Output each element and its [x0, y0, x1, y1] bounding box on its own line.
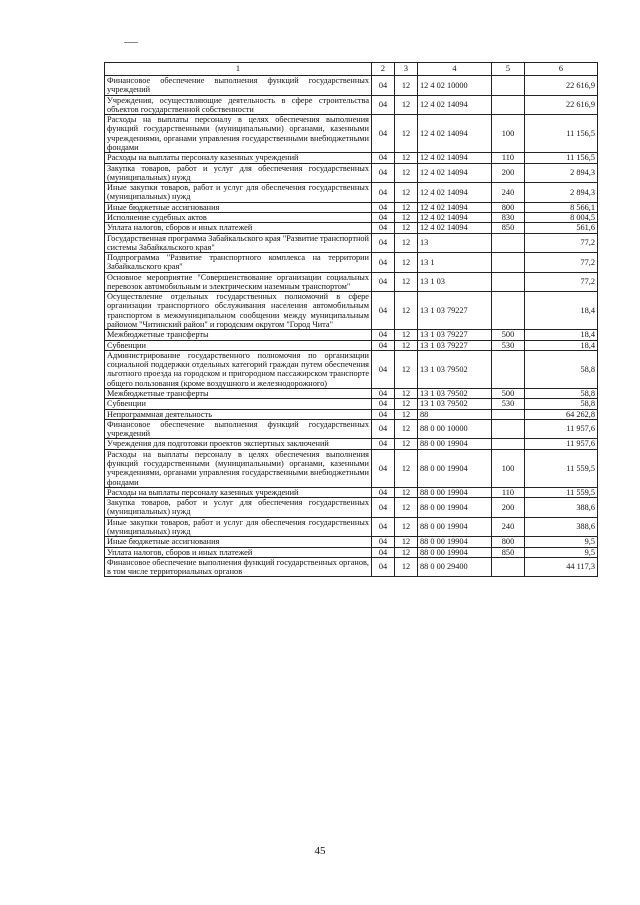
row-kind [492, 76, 525, 96]
row-kind: 110 [492, 487, 525, 497]
row-target: 13 1 03 79502 [418, 399, 492, 409]
row-name: Расходы на выплаты персоналу в целях обеспечения выполнения функций государственными (муниципальными) органами, казенными учреждениями, органами управления государственными внебюджетными фондами [105, 115, 372, 153]
table-row [105, 439, 598, 449]
row-name: Закупка товаров, работ и услуг для обеспечения государственных (муниципальных) нужд [105, 163, 372, 183]
col-header-subsection: 3 [395, 63, 418, 76]
row-name: Иные закупки товаров, работ и услуг для обеспечения государственных (муниципальных) нужд [105, 183, 372, 203]
row-target: 13 1 03 79502 [418, 350, 492, 388]
table-row [105, 153, 598, 163]
col-header-section: 2 [372, 63, 395, 76]
row-name: Расходы на выплаты персоналу в целях обеспечения выполнения функций государственными (муниципальными) органами, казенными учреждениями, органами управления государственными внебюджетными фондами [105, 449, 372, 487]
row-target: 13 1 03 79227 [418, 340, 492, 350]
table-row [105, 212, 598, 222]
row-subsection: 12 [395, 517, 418, 537]
row-target: 13 [418, 233, 492, 253]
row-target: 88 0 00 19904 [418, 487, 492, 497]
scan-mark [124, 42, 138, 43]
table-row [105, 253, 598, 273]
table-row [105, 163, 598, 183]
row-amount: 22 616,9 [525, 76, 598, 96]
row-name: Расходы на выплаты персоналу казенных учреждений [105, 487, 372, 497]
row-kind: 200 [492, 498, 525, 518]
row-section: 04 [372, 95, 395, 115]
table-row [105, 95, 598, 115]
row-subsection: 12 [395, 272, 418, 292]
row-target: 12 4 02 10000 [418, 76, 492, 96]
row-kind [492, 233, 525, 253]
row-amount: 11 156,5 [525, 153, 598, 163]
row-amount: 8 566,1 [525, 202, 598, 212]
row-kind: 800 [492, 202, 525, 212]
row-subsection: 12 [395, 439, 418, 449]
row-kind [492, 272, 525, 292]
row-name: Администрирование государственного полномочия по организации социальной поддержки отдельных категорий граждан путем обеспечения льготного проезда на городском и пригородном пассажирском транспорте общего пользования (кроме воздушного и железнодорожного) [105, 350, 372, 388]
row-amount: 11 559,5 [525, 487, 598, 497]
row-target: 88 0 00 10000 [418, 419, 492, 439]
row-section: 04 [372, 163, 395, 183]
row-name: Межбюджетные трансферты [105, 389, 372, 399]
table-row [105, 399, 598, 409]
table-row [105, 115, 598, 153]
row-name: Учреждения, осуществляющие деятельность в сфере строительства объектов государственной собственности [105, 95, 372, 115]
row-section: 04 [372, 202, 395, 212]
row-amount: 2 894,3 [525, 163, 598, 183]
row-kind: 500 [492, 389, 525, 399]
row-name: Подпрограмма "Развитие транспортного комплекса на территории Забайкальского края" [105, 253, 372, 273]
table-row [105, 202, 598, 212]
row-kind: 850 [492, 547, 525, 557]
row-name: Иные бюджетные ассигнования [105, 202, 372, 212]
row-amount: 44 117,3 [525, 557, 598, 577]
row-name: Финансовое обеспечение выполнения функций государственных учреждений [105, 419, 372, 439]
row-target: 12 4 02 14094 [418, 115, 492, 153]
row-amount: 18,4 [525, 330, 598, 340]
col-header-name: 1 [105, 63, 372, 76]
row-kind [492, 350, 525, 388]
table-row [105, 409, 598, 419]
row-section: 04 [372, 498, 395, 518]
row-amount: 77,2 [525, 253, 598, 273]
row-target: 88 0 00 19904 [418, 537, 492, 547]
row-target: 13 1 03 [418, 272, 492, 292]
row-kind: 240 [492, 517, 525, 537]
row-section: 04 [372, 272, 395, 292]
row-subsection: 12 [395, 95, 418, 115]
row-subsection: 12 [395, 115, 418, 153]
row-kind [492, 253, 525, 273]
table-row [105, 233, 598, 253]
table-row [105, 350, 598, 388]
row-kind: 830 [492, 212, 525, 222]
row-name: Межбюджетные трансферты [105, 330, 372, 340]
row-kind [492, 95, 525, 115]
table-row [105, 292, 598, 330]
row-section: 04 [372, 419, 395, 439]
row-section: 04 [372, 330, 395, 340]
row-section: 04 [372, 223, 395, 233]
row-amount: 388,6 [525, 498, 598, 518]
row-subsection: 12 [395, 350, 418, 388]
table-row [105, 537, 598, 547]
row-amount: 2 894,3 [525, 183, 598, 203]
row-section: 04 [372, 487, 395, 497]
row-target: 12 4 02 14094 [418, 223, 492, 233]
row-target: 13 1 03 79502 [418, 389, 492, 399]
row-subsection: 12 [395, 223, 418, 233]
row-amount: 8 004,5 [525, 212, 598, 222]
row-amount: 11 957,6 [525, 419, 598, 439]
row-subsection: 12 [395, 163, 418, 183]
table-row [105, 340, 598, 350]
row-amount: 11 156,5 [525, 115, 598, 153]
row-section: 04 [372, 350, 395, 388]
row-section: 04 [372, 399, 395, 409]
table-row [105, 498, 598, 518]
row-subsection: 12 [395, 419, 418, 439]
row-section: 04 [372, 340, 395, 350]
row-subsection: 12 [395, 409, 418, 419]
row-name: Иные закупки товаров, работ и услуг для обеспечения государственных (муниципальных) нужд [105, 517, 372, 537]
table-row [105, 330, 598, 340]
col-header-amount: 6 [525, 63, 598, 76]
row-target: 13 1 03 79227 [418, 330, 492, 340]
row-amount: 388,6 [525, 517, 598, 537]
table-row [105, 272, 598, 292]
row-name: Основное мероприятие "Совершенствование организации социальных перевозок автомобильным и электрическим наземным транспортом" [105, 272, 372, 292]
row-section: 04 [372, 517, 395, 537]
table-row [105, 183, 598, 203]
row-name: Непрограммная деятельность [105, 409, 372, 419]
row-name: Осуществление отдельных государственных полномочий в сфере организации транспортного обслуживания населения автомобильным транспортом в межмуниципальном сообщении между муниципальным районом "Читинский район" и городским округом "Город Чита" [105, 292, 372, 330]
row-section: 04 [372, 439, 395, 449]
row-target: 13 1 [418, 253, 492, 273]
row-target: 88 0 00 19904 [418, 449, 492, 487]
row-target: 12 4 02 14094 [418, 183, 492, 203]
row-name: Уплата налогов, сборов и иных платежей [105, 547, 372, 557]
row-subsection: 12 [395, 253, 418, 273]
row-kind: 100 [492, 115, 525, 153]
row-subsection: 12 [395, 212, 418, 222]
row-kind [492, 419, 525, 439]
row-subsection: 12 [395, 340, 418, 350]
row-section: 04 [372, 449, 395, 487]
row-kind: 200 [492, 163, 525, 183]
table-row [105, 76, 598, 96]
row-section: 04 [372, 537, 395, 547]
row-amount: 18,4 [525, 292, 598, 330]
row-kind [492, 439, 525, 449]
row-section: 04 [372, 389, 395, 399]
row-target: 88 0 00 19904 [418, 498, 492, 518]
row-kind [492, 557, 525, 577]
row-section: 04 [372, 153, 395, 163]
row-amount: 58,8 [525, 350, 598, 388]
row-kind: 500 [492, 330, 525, 340]
row-target: 88 0 00 29400 [418, 557, 492, 577]
row-subsection: 12 [395, 498, 418, 518]
row-target: 88 0 00 19904 [418, 439, 492, 449]
row-name: Уплата налогов, сборов и иных платежей [105, 223, 372, 233]
row-subsection: 12 [395, 292, 418, 330]
table-body [105, 76, 598, 577]
row-kind: 800 [492, 537, 525, 547]
row-amount: 64 262,8 [525, 409, 598, 419]
row-amount: 22 616,9 [525, 95, 598, 115]
row-amount: 11 957,6 [525, 439, 598, 449]
row-target: 12 4 02 14094 [418, 212, 492, 222]
row-subsection: 12 [395, 330, 418, 340]
table-row [105, 517, 598, 537]
row-subsection: 12 [395, 76, 418, 96]
table-row [105, 223, 598, 233]
row-subsection: 12 [395, 399, 418, 409]
row-kind: 850 [492, 223, 525, 233]
row-name: Иные бюджетные ассигнования [105, 537, 372, 547]
table-row [105, 557, 598, 577]
table-row [105, 389, 598, 399]
row-kind: 100 [492, 449, 525, 487]
row-section: 04 [372, 183, 395, 203]
row-name: Учреждения для подготовки проектов экспертных заключений [105, 439, 372, 449]
row-target: 13 1 03 79227 [418, 292, 492, 330]
row-amount: 58,8 [525, 399, 598, 409]
table-row [105, 449, 598, 487]
row-subsection: 12 [395, 449, 418, 487]
row-target: 12 4 02 14094 [418, 202, 492, 212]
row-section: 04 [372, 253, 395, 273]
row-amount: 77,2 [525, 233, 598, 253]
row-name: Субвенции [105, 340, 372, 350]
row-section: 04 [372, 233, 395, 253]
row-name: Расходы на выплаты персоналу казенных учреждений [105, 153, 372, 163]
row-subsection: 12 [395, 183, 418, 203]
row-amount: 77,2 [525, 272, 598, 292]
row-subsection: 12 [395, 202, 418, 212]
row-section: 04 [372, 115, 395, 153]
row-subsection: 12 [395, 537, 418, 547]
row-amount: 18,4 [525, 340, 598, 350]
header-row [105, 63, 598, 76]
row-subsection: 12 [395, 547, 418, 557]
row-subsection: 12 [395, 153, 418, 163]
row-name: Исполнение судебных актов [105, 212, 372, 222]
table-row [105, 487, 598, 497]
row-name: Государственная программа Забайкальского края "Развитие транспортной системы Забайкальского края" [105, 233, 372, 253]
row-target: 88 0 00 19904 [418, 547, 492, 557]
row-amount: 561,6 [525, 223, 598, 233]
row-target: 12 4 02 14094 [418, 163, 492, 183]
row-amount: 11 559,5 [525, 449, 598, 487]
row-amount: 58,8 [525, 389, 598, 399]
row-kind: 530 [492, 399, 525, 409]
row-section: 04 [372, 292, 395, 330]
row-subsection: 12 [395, 389, 418, 399]
row-kind: 530 [492, 340, 525, 350]
row-name: Финансовое обеспечение выполнения функций государственных органов, в том числе территориальных органов [105, 557, 372, 577]
row-target: 88 [418, 409, 492, 419]
row-section: 04 [372, 557, 395, 577]
row-name: Закупка товаров, работ и услуг для обеспечения государственных (муниципальных) нужд [105, 498, 372, 518]
page-number: 45 [314, 845, 326, 857]
row-name: Субвенции [105, 399, 372, 409]
table-row [105, 547, 598, 557]
row-subsection: 12 [395, 557, 418, 577]
row-target: 12 4 02 14094 [418, 95, 492, 115]
row-amount: 9,5 [525, 537, 598, 547]
col-header-target: 4 [418, 63, 492, 76]
row-kind [492, 409, 525, 419]
row-section: 04 [372, 76, 395, 96]
row-kind [492, 292, 525, 330]
row-kind: 110 [492, 153, 525, 163]
row-target: 12 4 02 14094 [418, 153, 492, 163]
row-section: 04 [372, 409, 395, 419]
row-kind: 240 [492, 183, 525, 203]
row-subsection: 12 [395, 233, 418, 253]
row-target: 88 0 00 19904 [418, 517, 492, 537]
row-amount: 9,5 [525, 547, 598, 557]
row-name: Финансовое обеспечение выполнения функций государственных учреждений [105, 76, 372, 96]
row-section: 04 [372, 547, 395, 557]
table-row [105, 419, 598, 439]
budget-table [104, 62, 598, 577]
row-subsection: 12 [395, 487, 418, 497]
col-header-kind: 5 [492, 63, 525, 76]
row-section: 04 [372, 212, 395, 222]
